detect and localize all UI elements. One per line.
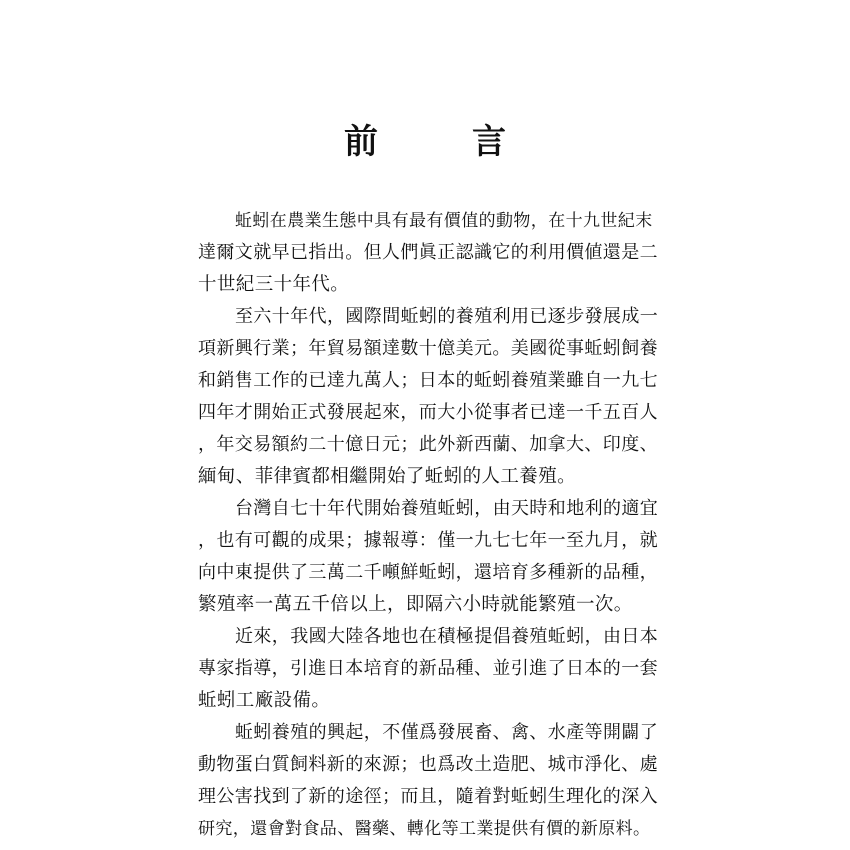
text-line: 向中東提供了三萬二千噸鮮蚯蚓，還培育多種新的品種，	[198, 562, 658, 583]
text-line: 四年才開始正式發展起來，而大小從事者已達一千五百人	[198, 402, 658, 423]
text-line: 近來，我國大陸各地也在積極提倡養殖蚯蚓，由日本	[235, 626, 659, 647]
paragraph-5	[198, 717, 658, 845]
text-line: 蚯蚓在農業生態中具有最有價值的動物，在十九世紀末	[235, 211, 653, 231]
text-line: 至六十年代，國際間蚯蚓的養殖利用已逐步發展成一	[235, 306, 659, 327]
text-line: 蚯蚓養殖的興起，不僅爲發展畜、禽、水產等開闢了	[235, 722, 659, 743]
text-line: 十世紀三十年代。	[198, 274, 350, 295]
page-title: 前 言	[344, 122, 536, 162]
text-line: 研究，還會對食品、醫藥、轉化等工業提供有價的新原料。	[198, 819, 651, 839]
text-line: 台灣自七十年代開始養殖蚯蚓，由天時和地利的適宜	[235, 498, 659, 519]
paragraph-2	[198, 301, 658, 493]
text-line: 達爾文就早已指出。但人們眞正認識它的利用價値還是二	[198, 242, 658, 263]
text-line: 動物蛋白質飼料新的來源；也爲改土造肥、城市淨化、處	[198, 754, 658, 775]
text-line: 繁殖率一萬五千倍以上，即隔六小時就能繁殖一次。	[198, 594, 633, 615]
text-line: 和銷售工作的已達九萬人；日本的蚯蚓養殖業雖自一九七	[198, 370, 658, 391]
body-text	[198, 205, 658, 845]
text-line: 項新興行業；年貿易額達數十億美元。美國從事蚯蚓飼養	[198, 338, 658, 359]
text-line: 蚯蚓工廠設備。	[198, 690, 331, 711]
text-line: 緬甸、菲律賓都相繼開始了蚯蚓的人工養殖。	[198, 466, 577, 487]
text-line: ，也有可觀的成果；據報導：僅一九七七年一至九月，就	[198, 530, 658, 551]
text-line: 專家指導，引進日本培育的新品種、並引進了日本的一套	[198, 658, 658, 679]
text-line: ，年交易額約二十億日元；此外新西蘭、加拿大、印度、	[198, 434, 658, 455]
paragraph-3	[198, 493, 658, 621]
paragraph-1	[198, 205, 658, 301]
text-line: 理公害找到了新的途徑；而且，隨着對蚯蚓生理化的深入	[198, 786, 658, 807]
paragraph-4	[198, 621, 658, 717]
